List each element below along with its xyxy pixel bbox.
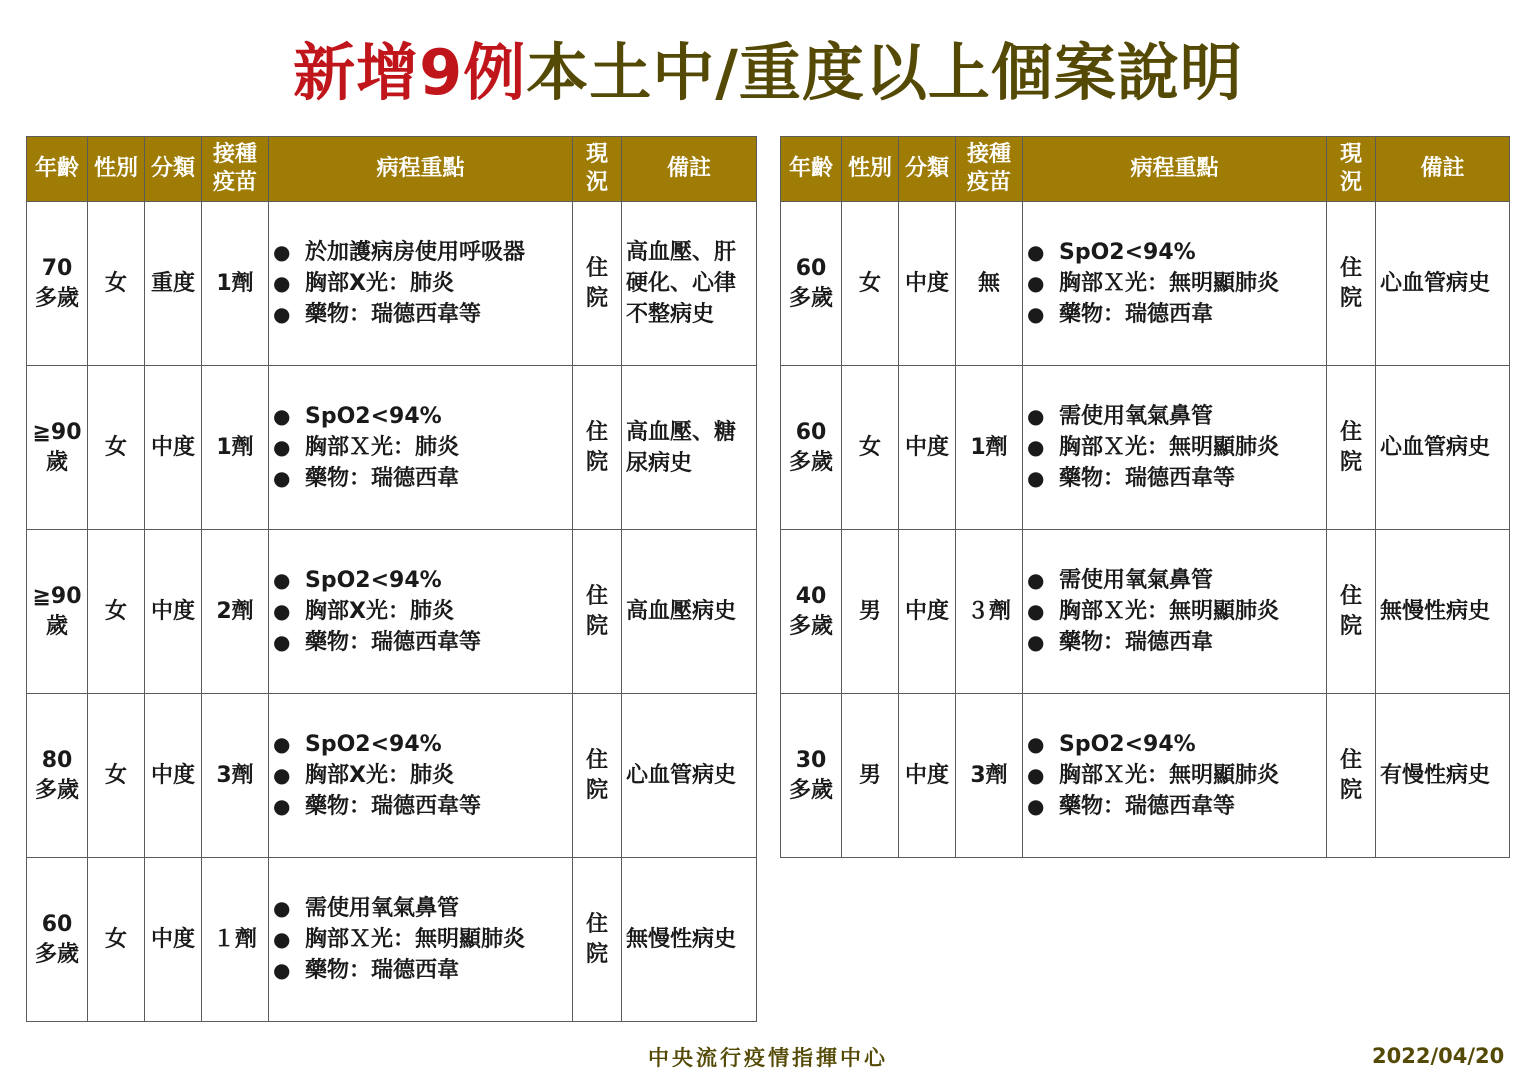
bullet-icon: ● <box>1027 568 1045 592</box>
case-status-line: 住 <box>585 747 608 773</box>
course-point <box>1027 627 1326 658</box>
course-point-text: SpO2<94% <box>1059 732 1196 757</box>
case-course <box>269 694 573 858</box>
case-status <box>573 366 622 530</box>
case-note: 高血壓、肝硬化、心律不整病史 <box>622 202 757 366</box>
table-header-row <box>27 137 757 202</box>
bullet-icon: ● <box>273 271 291 295</box>
case-category: 中度 <box>899 202 956 366</box>
course-point-text: 需使用氧氣鼻管 <box>305 896 460 921</box>
case-gender: 男 <box>842 694 899 858</box>
case-category: 重度 <box>145 202 202 366</box>
case-age <box>27 858 88 1022</box>
course-point <box>273 791 572 822</box>
table-row <box>27 202 757 366</box>
case-age-value: 30 <box>795 747 827 773</box>
case-status-line: 院 <box>585 777 608 803</box>
header-note: 備註 <box>1376 137 1510 202</box>
course-point <box>1027 268 1326 299</box>
case-course <box>269 202 573 366</box>
course-point-text: 藥物：瑞德西韋等 <box>305 302 482 327</box>
case-note: 心血管病史 <box>1376 366 1510 530</box>
header-category: 分類 <box>899 137 956 202</box>
case-age-value: 60 <box>41 911 73 937</box>
case-status-line: 住 <box>585 583 608 609</box>
case-note: 高血壓病史 <box>622 530 757 694</box>
course-point <box>273 729 572 760</box>
course-point-text: 胸部Ｘ光：無明顯肺炎 <box>1059 271 1280 296</box>
case-status-line: 住 <box>1339 583 1362 609</box>
case-status-line: 院 <box>1339 285 1362 311</box>
case-status <box>573 858 622 1022</box>
case-age-value: 60 <box>795 419 827 445</box>
course-point <box>273 299 572 330</box>
case-vaccine: 無 <box>956 202 1023 366</box>
case-age-unit: 多歲 <box>34 777 79 803</box>
case-status-line: 院 <box>585 941 608 967</box>
case-status-line: 住 <box>1339 255 1362 281</box>
case-status-line: 院 <box>585 449 608 475</box>
course-point <box>1027 791 1326 822</box>
footer-agency: 中央流行疫情指揮中心 <box>648 1046 888 1070</box>
bullet-icon: ● <box>273 404 291 428</box>
case-vaccine: 1劑 <box>202 202 269 366</box>
header-course: 病程重點 <box>1023 137 1327 202</box>
header-vaccine: 接種 疫苗 <box>956 137 1023 202</box>
table-row <box>27 858 757 1022</box>
case-vaccine: １劑 <box>202 858 269 1022</box>
course-point-text: SpO2<94% <box>1059 240 1196 265</box>
bullet-icon: ● <box>273 794 291 818</box>
course-point <box>273 268 572 299</box>
case-age <box>781 202 842 366</box>
case-course <box>269 858 573 1022</box>
course-points <box>273 565 572 658</box>
case-status <box>573 694 622 858</box>
case-status-line: 院 <box>585 613 608 639</box>
table-header-row <box>781 137 1510 202</box>
header-status: 現 況 <box>573 137 622 202</box>
course-point-text: SpO2<94% <box>305 568 442 593</box>
course-point <box>273 893 572 924</box>
case-status <box>1327 202 1376 366</box>
header-age: 年齡 <box>27 137 88 202</box>
case-age <box>27 530 88 694</box>
bullet-icon: ● <box>273 896 291 920</box>
bullet-icon: ● <box>273 568 291 592</box>
table-row <box>781 366 1510 530</box>
case-age-unit: 多歲 <box>34 941 79 967</box>
case-gender: 女 <box>88 694 145 858</box>
case-category: 中度 <box>899 694 956 858</box>
course-point <box>1027 729 1326 760</box>
case-age-unit: 多歲 <box>788 777 833 803</box>
case-age <box>781 366 842 530</box>
case-category: 中度 <box>899 366 956 530</box>
case-gender: 女 <box>88 530 145 694</box>
course-point-text: 藥物：瑞德西韋等 <box>305 630 482 655</box>
course-point <box>1027 565 1326 596</box>
table-row <box>781 694 1510 858</box>
case-category: 中度 <box>899 530 956 694</box>
case-age-value: 70 <box>41 255 73 281</box>
course-point <box>1027 463 1326 494</box>
bullet-icon: ● <box>273 302 291 326</box>
course-point <box>273 237 572 268</box>
bullet-icon: ● <box>1027 404 1045 428</box>
table-row <box>781 202 1510 366</box>
header-category: 分類 <box>145 137 202 202</box>
course-point <box>1027 237 1326 268</box>
case-course <box>1023 694 1327 858</box>
case-status <box>573 202 622 366</box>
case-category: 中度 <box>145 694 202 858</box>
bullet-icon: ● <box>1027 763 1045 787</box>
course-points <box>273 401 572 494</box>
course-point <box>273 596 572 627</box>
case-course <box>1023 366 1327 530</box>
course-point <box>273 955 572 986</box>
course-point-text: 胸部Ｘ光：肺炎 <box>305 435 460 460</box>
case-age-value: ≧90 <box>32 583 82 609</box>
course-point-text: 藥物：瑞德西韋 <box>1059 302 1214 327</box>
case-vaccine: 1劑 <box>956 366 1023 530</box>
course-point-text: 藥物：瑞德西韋 <box>305 466 460 491</box>
table-row <box>27 530 757 694</box>
course-point <box>1027 760 1326 791</box>
case-status-line: 住 <box>585 911 608 937</box>
bullet-icon: ● <box>1027 271 1045 295</box>
course-point <box>273 627 572 658</box>
case-gender: 女 <box>842 202 899 366</box>
course-point-text: 胸部X光：肺炎 <box>305 271 454 296</box>
course-point-text: 藥物：瑞德西韋 <box>1059 630 1214 655</box>
case-course <box>1023 530 1327 694</box>
course-point-text: 胸部Ｘ光：無明顯肺炎 <box>1059 763 1280 788</box>
case-course <box>269 530 573 694</box>
course-point-text: 需使用氧氣鼻管 <box>1059 568 1214 593</box>
header-vaccine: 接種 疫苗 <box>202 137 269 202</box>
case-status <box>1327 366 1376 530</box>
course-points <box>1027 565 1326 658</box>
course-point-text: 需使用氧氣鼻管 <box>1059 404 1214 429</box>
case-age-unit: 多歲 <box>788 613 833 639</box>
case-age-value: 80 <box>41 747 73 773</box>
bullet-icon: ● <box>273 958 291 982</box>
bullet-icon: ● <box>273 732 291 756</box>
case-age <box>27 694 88 858</box>
bullet-icon: ● <box>1027 630 1045 654</box>
course-points <box>273 729 572 822</box>
course-point-text: 藥物：瑞德西韋等 <box>305 794 482 819</box>
course-point-text: 胸部Ｘ光：無明顯肺炎 <box>305 927 526 952</box>
header-course: 病程重點 <box>269 137 573 202</box>
title-main: 本土中/重度以上個案說明 <box>526 36 1243 109</box>
case-status-line: 住 <box>585 419 608 445</box>
case-age-value: ≧90 <box>32 419 82 445</box>
course-point <box>273 565 572 596</box>
case-note: 心血管病史 <box>622 694 757 858</box>
course-point <box>273 463 572 494</box>
case-category: 中度 <box>145 366 202 530</box>
course-points <box>1027 401 1326 494</box>
course-point-text: 胸部Ｘ光：無明顯肺炎 <box>1059 599 1280 624</box>
course-point-text: 胸部Ｘ光：無明顯肺炎 <box>1059 435 1280 460</box>
table-row <box>27 366 757 530</box>
case-age <box>781 694 842 858</box>
case-status-line: 住 <box>1339 747 1362 773</box>
case-age-unit: 多歲 <box>788 285 833 311</box>
page-title <box>0 30 1536 116</box>
course-point <box>1027 401 1326 432</box>
case-gender: 女 <box>88 366 145 530</box>
cases-table-left <box>26 136 757 1022</box>
case-status-line: 院 <box>585 285 608 311</box>
case-age <box>781 530 842 694</box>
course-point-text: SpO2<94% <box>305 404 442 429</box>
case-status-line: 院 <box>1339 613 1362 639</box>
title-highlight: 新增9例 <box>293 36 527 109</box>
course-points <box>273 893 572 986</box>
case-status-line: 院 <box>1339 449 1362 475</box>
case-vaccine: 2劑 <box>202 530 269 694</box>
table-row <box>781 530 1510 694</box>
case-status <box>1327 694 1376 858</box>
bullet-icon: ● <box>1027 466 1045 490</box>
bullet-icon: ● <box>273 927 291 951</box>
bullet-icon: ● <box>273 630 291 654</box>
header-status: 現 況 <box>1327 137 1376 202</box>
course-point <box>273 401 572 432</box>
header-gender: 性別 <box>842 137 899 202</box>
bullet-icon: ● <box>273 240 291 264</box>
case-age-unit: 多歲 <box>34 285 79 311</box>
case-course <box>269 366 573 530</box>
course-point <box>273 924 572 955</box>
course-point-text: 藥物：瑞德西韋等 <box>1059 794 1236 819</box>
header-note: 備註 <box>622 137 757 202</box>
case-gender: 女 <box>88 858 145 1022</box>
case-status-line: 住 <box>585 255 608 281</box>
case-vaccine: ３劑 <box>956 530 1023 694</box>
bullet-icon: ● <box>273 435 291 459</box>
case-gender: 女 <box>88 202 145 366</box>
course-points <box>1027 237 1326 330</box>
course-points <box>273 237 572 330</box>
case-vaccine: 3劑 <box>202 694 269 858</box>
bullet-icon: ● <box>1027 302 1045 326</box>
case-note: 無慢性病史 <box>1376 530 1510 694</box>
case-gender: 男 <box>842 530 899 694</box>
case-age-value: 40 <box>795 583 827 609</box>
bullet-icon: ● <box>1027 794 1045 818</box>
case-gender: 女 <box>842 366 899 530</box>
bullet-icon: ● <box>273 466 291 490</box>
bullet-icon: ● <box>1027 599 1045 623</box>
bullet-icon: ● <box>273 763 291 787</box>
course-point <box>1027 596 1326 627</box>
case-age <box>27 366 88 530</box>
case-category: 中度 <box>145 858 202 1022</box>
case-status-line: 院 <box>1339 777 1362 803</box>
case-status <box>573 530 622 694</box>
cases-table-right <box>780 136 1510 858</box>
case-note: 無慢性病史 <box>622 858 757 1022</box>
case-category: 中度 <box>145 530 202 694</box>
footer-date: 2022/04/20 <box>1372 1044 1505 1068</box>
case-note: 心血管病史 <box>1376 202 1510 366</box>
case-status <box>1327 530 1376 694</box>
case-course <box>1023 202 1327 366</box>
course-point <box>273 432 572 463</box>
case-age-value: 60 <box>795 255 827 281</box>
case-vaccine: 1劑 <box>202 366 269 530</box>
case-note: 高血壓、糖尿病史 <box>622 366 757 530</box>
course-point-text: 胸部X光：肺炎 <box>305 763 454 788</box>
bullet-icon: ● <box>273 599 291 623</box>
course-point <box>1027 432 1326 463</box>
case-age-unit: 多歲 <box>788 449 833 475</box>
table-row <box>27 694 757 858</box>
case-age <box>27 202 88 366</box>
course-point <box>273 760 572 791</box>
course-point-text: 藥物：瑞德西韋 <box>305 958 460 983</box>
case-vaccine: 3劑 <box>956 694 1023 858</box>
bullet-icon: ● <box>1027 435 1045 459</box>
course-point-text: 藥物：瑞德西韋等 <box>1059 466 1236 491</box>
case-note: 有慢性病史 <box>1376 694 1510 858</box>
header-age: 年齡 <box>781 137 842 202</box>
course-point-text: 胸部X光：肺炎 <box>305 599 454 624</box>
header-gender: 性別 <box>88 137 145 202</box>
bullet-icon: ● <box>1027 240 1045 264</box>
case-age-unit: 歲 <box>45 613 68 639</box>
case-age-unit: 歲 <box>45 449 68 475</box>
bullet-icon: ● <box>1027 732 1045 756</box>
case-status-line: 住 <box>1339 419 1362 445</box>
course-point <box>1027 299 1326 330</box>
course-points <box>1027 729 1326 822</box>
course-point-text: 於加護病房使用呼吸器 <box>305 240 526 265</box>
course-point-text: SpO2<94% <box>305 732 442 757</box>
